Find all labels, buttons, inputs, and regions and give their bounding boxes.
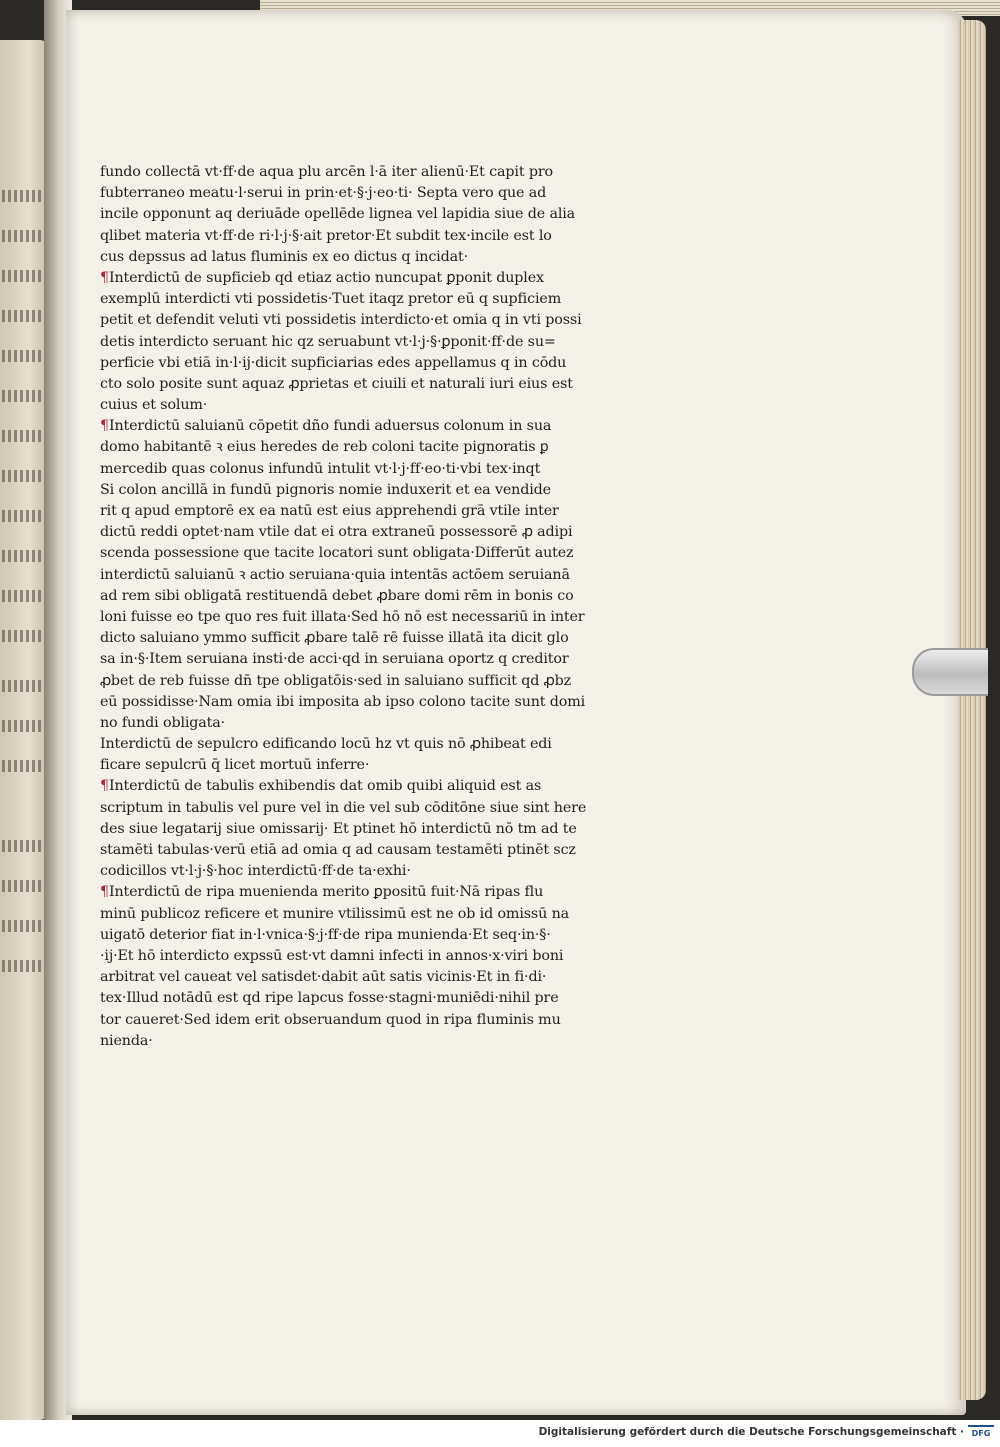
left-text-fragment — [2, 630, 46, 642]
left-text-fragment — [2, 310, 46, 322]
page-edges — [958, 20, 986, 1400]
text-line: Si colon ancillā in fundū pignoris nomie induxerit et ea vendide — [100, 481, 551, 498]
text-line: sa in·§·Item seruiana insti·de acci·qd in seruiana oportz q creditor — [100, 651, 569, 668]
left-text-fragment — [2, 510, 46, 522]
text-line: fundo collectā vt·ff·de aqua plu arcēn l·ā iter alienū·Et capit pro — [100, 164, 553, 180]
line-text: Interdictū de tabulis exhibendis dat omib quibi aliquid est as — [108, 778, 542, 795]
left-text-fragment — [2, 720, 46, 732]
text-line: ·ij·Et hō interdicto expssū est·vt damni infecti in annos·x·viri boni — [100, 947, 564, 964]
text-line: exemplū interdicti vti possidetis·Tuet itaqz pretor eū q supficiem — [100, 291, 562, 308]
text-line: dictū reddi optet·nam vtile dat ei otra extraneū possessorē ꝓ adipi — [100, 524, 573, 541]
incunable-text-column — [100, 162, 700, 1052]
text-line: domo habitantē ꝛ eius heredes de reb coloni tacite pignoratis ꝑ — [100, 439, 549, 456]
left-text-fragment — [2, 270, 46, 282]
text-line: eū possidisse·Nam omia ibi imposita ab ipso colono tacite sunt domi — [100, 693, 586, 710]
line-text: Interdictū de ripa muenienda merito ꝑpositū fuit·Nā ripas flu — [108, 884, 544, 901]
text-line: detis interdicto seruant hic qz seruabunt vt·l·j·§·ꝑponit·ff·de su= — [100, 333, 556, 350]
text-line: cto solo posite sunt aquaz ꝓprietas et ciuili et naturali iuri eius est — [100, 375, 573, 392]
left-text-fragment — [2, 960, 46, 972]
text-line: dicto saluiano ymmo sufficit ꝓbare talē rē fuisse illatā ita dicit glo — [100, 630, 569, 647]
funding-credit: Digitalisierung gefördert durch die Deutsche Forschungsgemeinschaft · — [538, 1426, 964, 1438]
text-line: uigatō deterior fiat in·l·vnica·§·j·ff·de ripa munienda·Et seq·in·§· — [100, 926, 551, 943]
text-line: tor caueret·Sed idem erit obseruandum quod in ripa fluminis mu — [100, 1011, 561, 1028]
left-text-fragment — [2, 230, 46, 242]
left-page-fragment — [0, 40, 48, 1420]
rubric-paragraph-mark: ¶ — [100, 778, 109, 795]
text-line: scenda possessione que tacite locatori sunt obligata·Differūt autez — [100, 545, 574, 562]
text-line: ad rem sibi obligatā restituendā debet ꝓbare domi rēm in bonis co — [100, 587, 574, 604]
text-line — [100, 776, 700, 797]
text-line: rit q apud emptorē ex ea natū est eius apprehendi grā vtile inter — [100, 503, 559, 519]
text-line: perficie vbi etiā in·l·ij·dicit supficiarias edes appellamus q in cōdu — [100, 354, 567, 371]
text-line: des siue legatarij siue omissarij· Et ptinet hō interdictū nō tm ad te — [100, 820, 577, 837]
left-text-fragment — [2, 390, 46, 402]
text-line: ficare sepulcrū q̄ licet mortuū inferre· — [100, 757, 370, 774]
left-text-fragment — [2, 590, 46, 602]
text-line: loni fuisse eo tpe quo res fuit illata·Sed hō nō est necessariū in inter — [100, 608, 585, 625]
left-text-fragment — [2, 470, 46, 482]
text-line: fubterraneo meatu·l·serui in prin·et·§·j·eo·ti· Septa vero que ad — [100, 185, 547, 202]
text-line — [100, 882, 700, 903]
text-line: interdictū saluianū ꝛ actio seruiana·quia intentās actōem seruianā — [100, 566, 570, 583]
text-line: cuius et solum· — [100, 397, 208, 414]
left-text-fragment — [2, 880, 46, 892]
line-text: Interdictū saluianū cōpetit dño fundi aduersus colonum in sua — [108, 418, 552, 435]
dfg-logo-icon: DFG — [968, 1425, 994, 1441]
left-text-fragment — [2, 840, 46, 852]
text-line: petit et defendit veluti vti possidetis interdicto·et omia q in vti possi — [100, 312, 582, 329]
text-line: nienda· — [100, 1032, 153, 1049]
left-text-fragment — [2, 760, 46, 772]
text-line: minū publicoz reficere et munire vtilissimū est ne ob id omissū na — [100, 905, 570, 922]
text-line: scriptum in tabulis vel pure vel in die vel sub cōditōne siue sint here — [100, 799, 587, 816]
left-text-fragment — [2, 190, 46, 202]
text-line — [100, 268, 700, 289]
text-line: arbitrat vel caueat vel satisdet·dabit aūt satis vicinis·Et in fi·di· — [100, 969, 547, 986]
line-text: Interdictū de supficieb qd etiaz actio nuncupat ꝑponit duplex — [108, 269, 544, 286]
left-text-fragment — [2, 350, 46, 362]
page-clip — [912, 648, 988, 696]
rubric-paragraph-mark: ¶ — [100, 884, 109, 901]
text-line — [100, 416, 700, 437]
left-text-fragment — [2, 920, 46, 932]
text-line: mercedib quas colonus infundū intulit vt·l·j·ff·eo·ti·vbi tex·inqt — [100, 460, 541, 477]
text-line: no fundi obligata· — [100, 714, 226, 731]
rubric-paragraph-mark: ¶ — [100, 269, 109, 286]
footer-bar — [0, 1420, 1000, 1447]
text-line: Interdictū de sepulcro edificando locū hz vt quis nō ꝓhibeat edi — [100, 736, 552, 753]
rubric-paragraph-mark: ¶ — [100, 418, 109, 435]
text-line: incile opponunt aq deriuāde opellēde lignea vel lapidia siue de alia — [100, 206, 576, 223]
left-text-fragment — [2, 430, 46, 442]
left-text-fragment — [2, 680, 46, 692]
left-text-fragment — [2, 550, 46, 562]
text-line: stamēti tabulas·verū etiā ad omia q ad causam testamēti ptinēt scz — [100, 842, 576, 858]
text-line: cus depssus ad latus fluminis ex eo dictus q incidat· — [100, 248, 468, 265]
text-line: ꝓbet de reb fuisse dn̄ tpe obligatōis·sed in saluiano sufficit qd ꝓbz — [100, 672, 571, 689]
text-line: tex·Illud notādū est qd ripe lapcus fosse·stagni·muniēdi·nihil pre — [100, 990, 559, 1007]
text-line: codicillos vt·l·j·§·hoc interdictū·ff·de ta·exhi· — [100, 863, 411, 880]
text-line: qlibet materia vt·ff·de ri·l·j·§·ait pretor·Et subdit tex·incile est lo — [100, 227, 552, 244]
